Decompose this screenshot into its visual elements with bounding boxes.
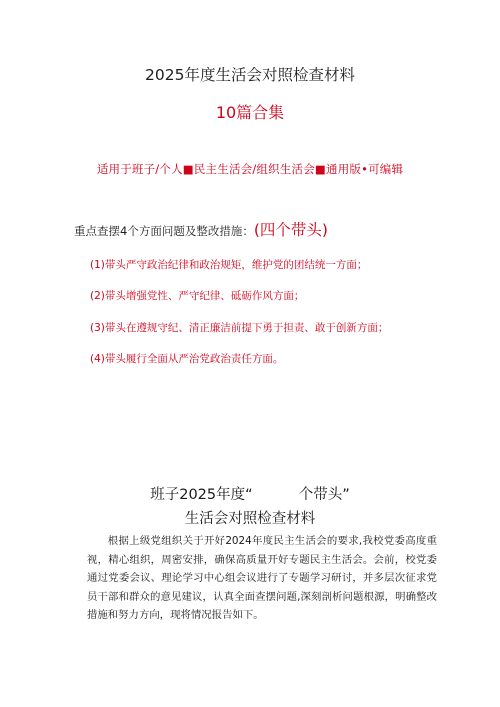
focus-lead: 重点查摆4个方面问题及整改措施： (74, 224, 254, 238)
list-item: (4)带头履行全面从严治党政治责任方面。 (90, 353, 284, 365)
section-heading: 班子2025年度“ 个带头” (150, 487, 350, 503)
document-title: 2025年度生活会对照检查材料 (145, 66, 355, 84)
list-item: (1)带头严守政治纪律和政治规矩，维护党的团结统一方面； (90, 259, 368, 271)
document-tagline: 适用于班子/个人■民主生活会/组织生活会■通用版•可编辑 (96, 162, 404, 176)
focus-highlight: (四个带头) (253, 221, 328, 239)
section-heading-subtitle: 生活会对照检查材料 (184, 511, 316, 527)
document-subtitle: 10篇合集 (215, 103, 285, 122)
focus-statement (74, 218, 328, 240)
list-item: (2)带头增强党性、严守纪律、砥砺作风方面； (90, 290, 305, 302)
section-paragraph: 根据上级党组织关于开好2024年度民主生活会的要求,我校党委高度重视，精心组织，周密安排，确保高质量开好专题民主生活会。会前，校党委通过党委会议、理论学习中心组会议进行了专题学习研讨，并多层次征求党员干部和群众的意见建议，认真全面查摆问题,深刻剖析问题根源，明确整改措施和努力方向，现将情况报告如下。 (87, 535, 437, 622)
list-item: (3)带头在遵规守纪、清正廉洁前提下勇于担责、敢于创新方面； (90, 322, 389, 334)
